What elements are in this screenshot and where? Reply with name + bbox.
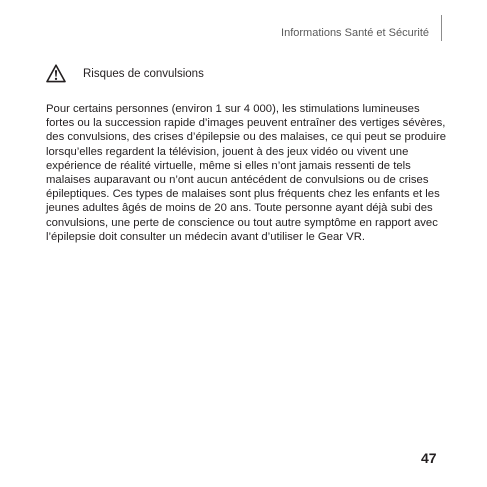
- section-title: Informations Santé et Sécurité: [281, 27, 429, 39]
- warning-heading-block: [46, 64, 204, 83]
- warning-icon: [46, 64, 66, 83]
- warning-heading: Risques de convulsions: [83, 67, 204, 80]
- page-number: 47: [421, 450, 437, 466]
- header-divider: [441, 15, 442, 41]
- warning-paragraph: Pour certains personnes (environ 1 sur 4 000), les stimulations lumineuses fortes ou la succession rapide d’images peuvent entraîner des vertiges sévères, des convulsions, des crises d’épilepsie ou des malaises, ce qui peut se produire lorsqu’elles regardent la télévision, jouent à des jeux vidéo ou vivent une expérience de réalité virtuelle, même si elles n’ont jamais ressenti de tels malaises auparavant ou n’ont aucun antécédent de convulsions ou de crises épileptiques. Ces types de malaises sont plus fréquents chez les enfants et les jeunes adultes âgés de moins de 20 ans. Toute personne ayant déjà subi des convulsions, une perte de conscience ou tout autre symptôme en rapport avec l’épilepsie doit consulter un médecin avant d’utiliser le Gear VR.: [46, 103, 447, 243]
